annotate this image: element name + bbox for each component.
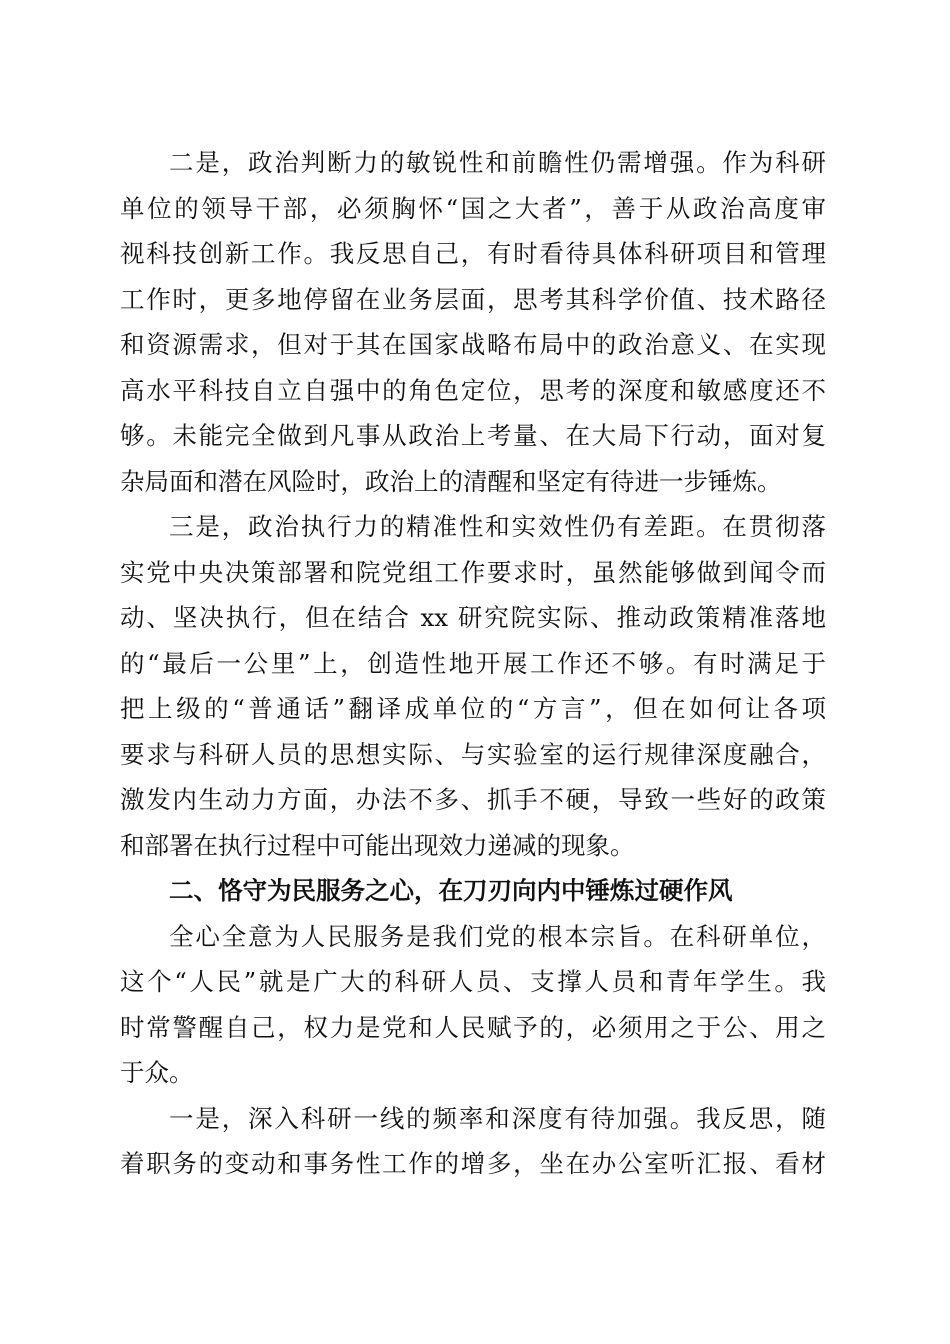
text-line: 高水平科技自立自强中的角色定位，思考的深度和敏感度还不 xyxy=(120,375,826,405)
section-heading: 二、恪守为民服务之心，在刀刃向内中锤炼过硬作风 xyxy=(169,876,733,905)
document-body xyxy=(120,140,826,1187)
text-line: 和资源需求，但对于其在国家战略布局中的政治意义、在实现 xyxy=(120,330,826,359)
text-line: 三是，政治执行力的精准性和实效性仍有差距。在贯彻落 xyxy=(169,512,826,541)
text-line: 视科技创新工作。我反思自己，有时看待具体科研项目和管理 xyxy=(120,239,826,268)
text-line: 这个“人民”就是广大的科研人员、支撑人员和青年学生。我 xyxy=(120,967,826,996)
text-line: 动、坚决执行，但在结合 xx 研究院实际、推动政策精准落地 xyxy=(120,603,826,632)
text-line: 单位的领导干部，必须胸怀“国之大者”，善于从政治高度审 xyxy=(120,193,826,223)
paragraph-political-judgment xyxy=(120,140,826,504)
text-line: 着职务的变动和事务性工作的增多，坐在办公室听汇报、看材 xyxy=(120,1149,826,1178)
paragraph-serve-people xyxy=(120,914,826,1096)
text-line: 要求与科研人员的思想实际、与实验室的运行规律深度融合， xyxy=(120,739,826,769)
paragraph-frontline-research xyxy=(120,1096,826,1187)
text-line: 时常警醒自己，权力是党和人民赋予的，必须用之于公、用之 xyxy=(120,1012,826,1042)
text-line: 一是，深入科研一线的频率和深度有待加强。我反思，随 xyxy=(169,1103,826,1133)
paragraph-political-execution xyxy=(120,504,826,868)
text-line: 实党中央决策部署和院党组工作要求时，虽然能够做到闻令而 xyxy=(120,557,826,587)
text-line: 激发内生动力方面，办法不多、抓手不硬，导致一些好的政策 xyxy=(120,785,826,814)
text-line: 够。未能完全做到凡事从政治上考量、在大局下行动，面对复 xyxy=(120,421,826,450)
text-line: 和部署在执行过程中可能出现效力递减的现象。 xyxy=(120,830,635,860)
text-line: 全心全意为人民服务是我们党的根本宗旨。在科研单位， xyxy=(169,921,826,951)
text-line: 工作时，更多地停留在业务层面，思考其科学价值、技术路径 xyxy=(120,284,826,314)
text-line: 的“最后一公里”上，创造性地开展工作还不够。有时满足于 xyxy=(120,648,826,678)
text-line: 杂局面和潜在风险时，政治上的清醒和坚定有待进一步锤炼。 xyxy=(120,466,782,496)
text-line: 二是，政治判断力的敏锐性和前瞻性仍需增强。作为科研 xyxy=(169,148,826,177)
text-line: 把上级的“普通话”翻译成单位的“方言”，但在如何让各项 xyxy=(120,694,826,723)
text-line: 于众。 xyxy=(120,1058,194,1087)
